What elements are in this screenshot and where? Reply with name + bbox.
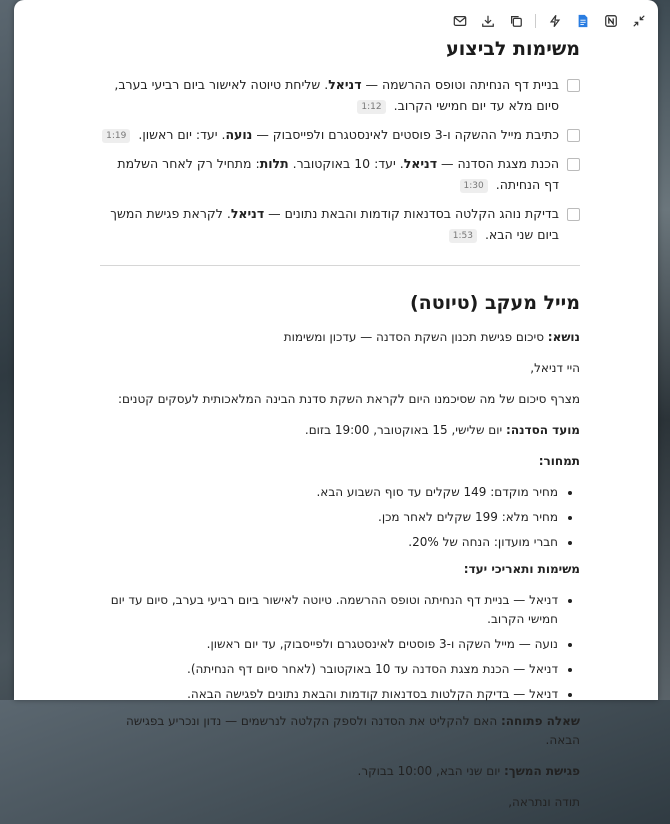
mail-icon[interactable] bbox=[451, 12, 469, 30]
date-text: יום שלישי, 15 באוקטובר, 19:00 בזום. bbox=[304, 423, 507, 437]
desktop-wallpaper-edge bbox=[656, 0, 670, 700]
list-item: • מחיר מוקדם: 149 שקלים עד סוף השבוע הבא. bbox=[100, 483, 558, 502]
open-question bbox=[100, 712, 580, 750]
task-item bbox=[100, 203, 580, 245]
task-text-part: : מתחיל רק לאחר השלמת דף הנחיתה. bbox=[117, 156, 559, 192]
task-owner: דניאל bbox=[403, 156, 438, 171]
toolbar bbox=[24, 10, 648, 32]
pricing-list bbox=[100, 483, 580, 552]
collapse-icon[interactable] bbox=[630, 12, 648, 30]
task-item bbox=[100, 153, 580, 195]
task-checkbox[interactable] bbox=[567, 79, 580, 92]
task-checkbox[interactable] bbox=[567, 208, 580, 221]
list-item: • דניאל — הכנת מצגת הסדנה עד 10 באוקטובר (לאחר סיום דף הנחיתה). bbox=[100, 660, 558, 679]
email-subject bbox=[100, 328, 580, 347]
open-question-text: האם להקליט את הסדנה ולספק הקלטה לנרשמים — נדון ונכריע בפגישה הבאה. bbox=[125, 714, 580, 747]
timestamp-badge[interactable]: 1:12 bbox=[357, 100, 385, 114]
tasks-label bbox=[100, 560, 580, 579]
pricing-label bbox=[100, 452, 580, 471]
section-divider bbox=[100, 265, 580, 266]
copy-icon[interactable] bbox=[507, 12, 525, 30]
email-intro: מצרף סיכום של מה שסיכמנו היום לקראת השקת סדנת הבינה המלאכותית לעסקים קטנים: bbox=[117, 392, 580, 406]
timestamp-badge[interactable]: 1:30 bbox=[460, 179, 488, 193]
task-text bbox=[100, 203, 559, 245]
list-item: • דניאל — בניית דף הנחיתה וטופס ההרשמה. טיוטה לאישור ביום רביעי בערב, סיום עד יום חמישי הקרוב. bbox=[100, 591, 558, 629]
list-item: • מחיר מלא: 199 שקלים לאחר מכן. bbox=[100, 508, 558, 527]
timestamp-badge[interactable]: 1:53 bbox=[449, 229, 477, 243]
task-checkbox[interactable] bbox=[567, 129, 580, 142]
download-icon[interactable] bbox=[479, 12, 497, 30]
pricing-label-text: תמחור: bbox=[538, 454, 580, 468]
tasks-label-text: משימות ותאריכי יעד: bbox=[463, 562, 580, 576]
email-tasks-list bbox=[100, 591, 580, 704]
subject-label: נושא: bbox=[547, 330, 580, 344]
notes-panel bbox=[14, 0, 658, 809]
task-owner: דניאל bbox=[328, 77, 362, 92]
task-text-part: . יעד: 10 באוקטובר. bbox=[288, 156, 404, 171]
email-closing: תודה ונתראה, bbox=[508, 795, 580, 809]
email-greeting: היי דניאל, bbox=[530, 361, 580, 375]
task-text-part: . יעד: יום ראשון. bbox=[138, 127, 226, 142]
email-heading: מייל מעקב (טיוטה) bbox=[410, 292, 580, 314]
lightning-icon[interactable] bbox=[546, 12, 564, 30]
task-text-part: . לקראת פגישת המשך ביום שני הבא. bbox=[110, 206, 559, 242]
task-text bbox=[100, 153, 559, 195]
task-owner: דניאל bbox=[230, 206, 265, 221]
docs-icon[interactable] bbox=[574, 12, 592, 30]
task-owner: נועה bbox=[225, 127, 253, 142]
task-text bbox=[102, 124, 559, 145]
task-checkbox[interactable] bbox=[567, 158, 580, 171]
tasks-heading: משימות לביצוע bbox=[446, 38, 580, 60]
list-item: • נועה — מייל השקה ו-3 פוסטים לאינסטגרם ולפייסבוק, עד יום ראשון. bbox=[100, 635, 558, 654]
task-text-part: בדיקת נוהג הקלטה בסדנאות קודמות והבאת נתונים — bbox=[264, 206, 559, 221]
next-meeting bbox=[100, 762, 580, 781]
email-date bbox=[100, 421, 580, 440]
document-content bbox=[100, 38, 580, 824]
list-item: • דניאל — בדיקת הקלטות בסדנאות קודמות והבאת נתונים לפגישה הבאה. bbox=[100, 685, 558, 704]
task-text-part: כתיבת מייל ההשקה ו-3 פוסטים לאינסטגרם ולפייסבוק — bbox=[252, 127, 559, 142]
task-text bbox=[100, 74, 559, 116]
list-item: • חברי מועדון: הנחה של 20%. bbox=[100, 533, 558, 552]
notion-icon[interactable] bbox=[602, 12, 620, 30]
next-meeting-label: פגישת המשך: bbox=[503, 764, 580, 778]
timestamp-badge[interactable]: 1:19 bbox=[102, 129, 130, 143]
subject-text: סיכום פגישת תכנון השקת הסדנה — עדכון ומשימות bbox=[283, 330, 548, 344]
open-question-label: שאלה פתוחה: bbox=[500, 714, 580, 728]
date-label: מועד הסדנה: bbox=[506, 423, 580, 437]
task-text-part: הכנת מצגת הסדנה — bbox=[437, 156, 559, 171]
task-text-part: . שליחת טיוטה לאישור ביום רביעי בערב, סיום מלא עד יום חמישי הקרוב. bbox=[114, 77, 559, 113]
task-item bbox=[100, 124, 580, 145]
next-meeting-text: יום שני הבא, 10:00 בבוקר. bbox=[357, 764, 504, 778]
toolbar-divider bbox=[535, 14, 536, 28]
task-dependency-label: תלות bbox=[259, 156, 289, 171]
task-item bbox=[100, 74, 580, 116]
task-text-part: בניית דף הנחיתה וטופס ההרשמה — bbox=[361, 77, 559, 92]
